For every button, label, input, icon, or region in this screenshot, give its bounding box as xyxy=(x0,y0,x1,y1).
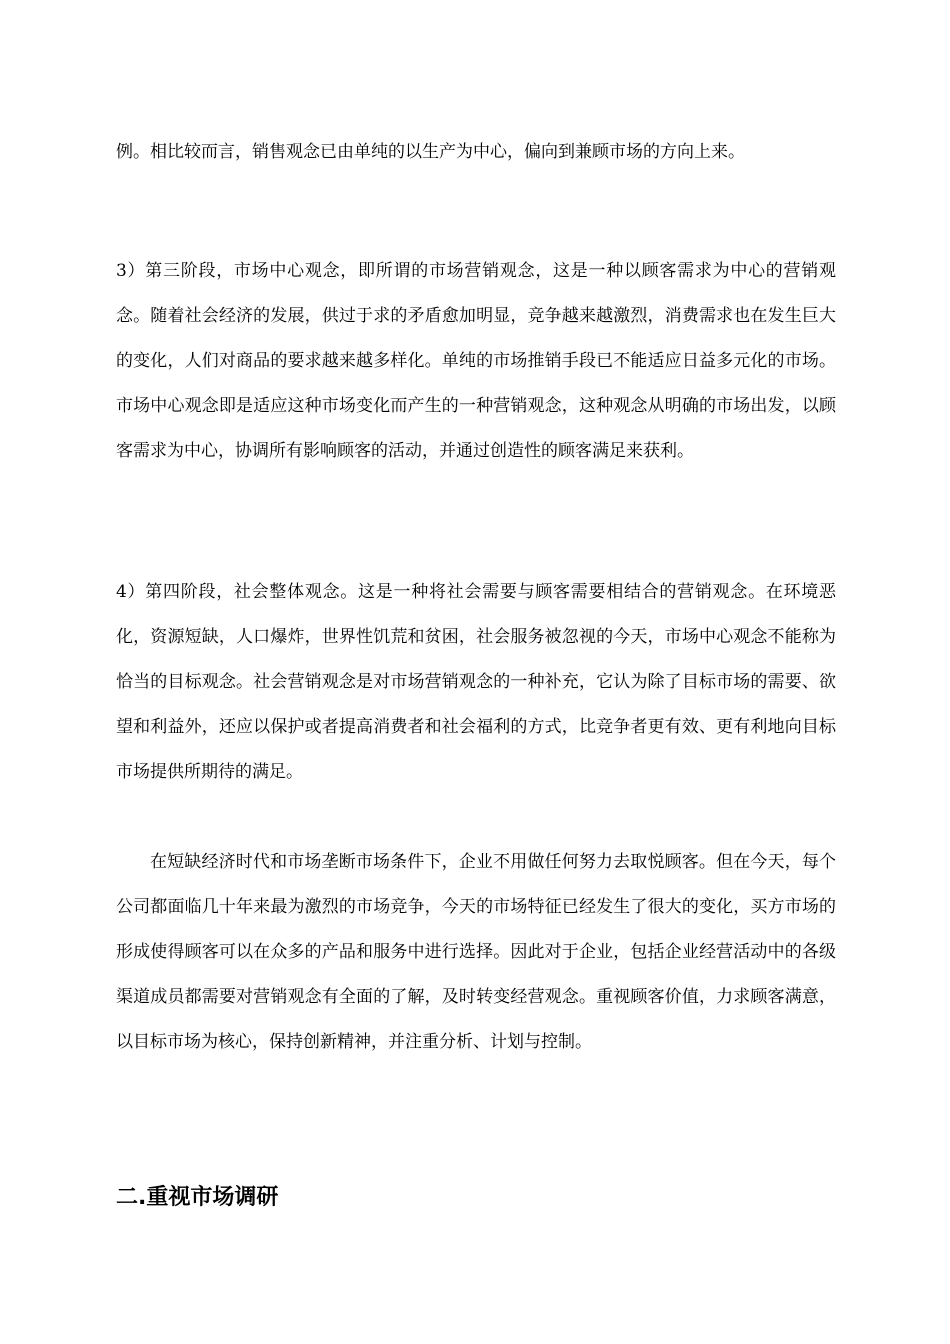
paragraph-stage-four: 4）第四阶段，社会整体观念。这是一种将社会需要与顾客需要相结合的营销观念。在环境恶化，资源短缺，人口爆炸，世界性饥荒和贫困，社会服务被忽视的今天，市场中心观念不能称为恰当的目标观念。社会营销观念是对市场营销观念的一种补充，它认为除了目标市场的需要、欲望和利益外，还应以保护或者提高消费者和社会福利的方式，比竞争者更有效、更有利地向目标市场提供所期待的满足。 xyxy=(116,582,836,782)
paragraph-continuation: 例。相比较而言，销售观念已由单纯的以生产为中心，偏向到兼顾市场的方向上来。 xyxy=(116,142,745,162)
paragraph-stage-three: 3）第三阶段，市场中心观念，即所谓的市场营销观念，这是一种以顾客需求为中心的营销观念。随着社会经济的发展，供过于求的矛盾愈加明显，竞争越来越激烈，消费需求也在发生巨大的变化，人们对商品的要求越来越多样化。单纯的市场推销手段已不能适应日益多元化的市场。市场中心观念即是适应这种市场变化而产生的一种营销观念，这种观念从明确的市场出发，以顾客需求为中心，协调所有影响顾客的活动，并通过创造性的顾客满足来获利。 xyxy=(116,261,836,461)
section-heading: 二.重视市场调研 xyxy=(116,1185,279,1210)
paragraph-summary: 在短缺经济时代和市场垄断市场条件下，企业不用做任何努力去取悦顾客。但在今天，每个公司都面临几十年来最为激烈的市场竞争，今天的市场特征已经发生了很大的变化，买方市场的形成使得顾客可以在众多的产品和服务中进行选择。因此对于企业，包括企业经营活动中的各级渠道成员都需要对营销观念有全面的了解，及时转变经营观念。重视顾客价值，力求顾客满意，以目标市场为核心，保持创新精神，并注重分析、计划与控制。 xyxy=(116,852,836,1052)
